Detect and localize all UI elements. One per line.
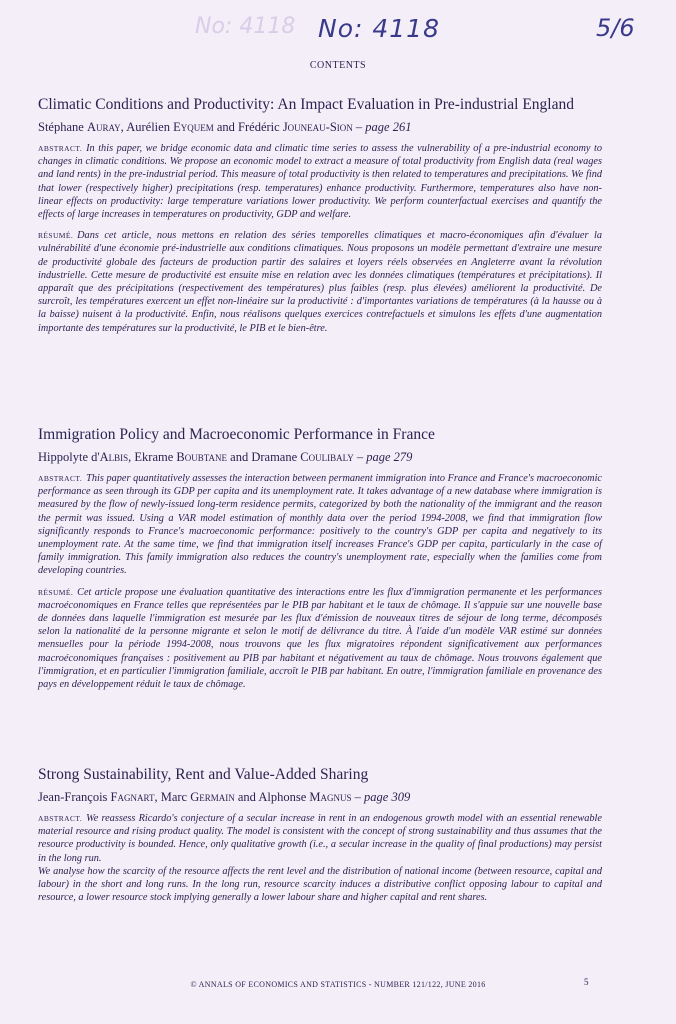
abstract-text: We reassess Ricardo's conjecture of a secular increase in rent in an endogenous growth model with an essential renewable material resource and rising product quality. The model is consistent with the concept of strong sustainability and thus assumes that the resource productivity is bounded. Hence, only qualitative growth (i.e., a secular increase in the quality of final productions) may persist in the long run.: [38, 813, 602, 864]
page-number: 5: [584, 977, 589, 987]
author-first: Frédéric: [238, 120, 280, 134]
abstract-tag: ABSTRACT.: [38, 474, 83, 483]
article-title: Strong Sustainability, Rent and Value-Added Sharing: [38, 766, 369, 783]
resume-text: Dans cet article, nous mettons en relation des séries temporelles climatiques et macro-économiques afin d'évaluer la vulnérabilité d'une économie pré-industrielle aux conditions climatiques. Nous proposons un modèle permettant d'extraire une mesure de productivité globale des facteurs de production partir des salaires et loyers réels observées en Angleterre avant la révolution industrielle. Cette mesure de productivité est ensuite mise en relation avec les données climatiques (températures et précipitations). Il apparaît que des précipitations (respectivement des températures) plus faibles (resp. plus élevées) améliorent la productivité. De surcroît, les températures exercent un effet non-linéaire sur la productivité : d'importantes variations de températures (à la hausse ou à la baisse) nuisent à la productivité. Enfin, nous réalisons quelques exercices contrefactuels et simulons les effets d'une augmentation importante des températures sur la productivité, le PIB et le bien-être.: [38, 230, 602, 334]
abstract-tag: ABSTRACT.: [38, 144, 83, 153]
author-first: Stéphane: [38, 120, 84, 134]
resume-tag: RÉSUMÉ.: [38, 587, 74, 597]
author-last: Germain: [190, 790, 235, 804]
author-last: Fagnart: [110, 790, 155, 804]
author-first: Dramane: [251, 450, 298, 464]
article-title: Immigration Policy and Macroeconomic Performance in France: [38, 426, 435, 443]
author-first: Aurélien: [126, 120, 170, 134]
contents-heading: CONTENTS: [309, 60, 367, 71]
author-last: Eyquem: [173, 120, 214, 134]
author-first: Marc: [160, 790, 188, 804]
article-title: Climatic Conditions and Productivity: An Impact Evaluation in Pre-industrial England: [38, 96, 574, 113]
author-last: Magnus: [309, 790, 352, 804]
resume-tag: RÉSUMÉ.: [38, 231, 74, 241]
abstract-continued: We analyse how the scarcity of the resource affects the rent level and the distribution of national income (between resource, capital and labour) in the short and long runs. In the long run, resource scarcity induces a distributive conflict opposing labour to capital and resource, a lower resource stock implying generally a lower labour share and higher capital and rent shares.: [38, 865, 602, 904]
footer-copyright: © ANNALS OF ECONOMICS AND STATISTICS - NUMBER 121/122, JUNE 2016: [190, 980, 486, 989]
handwritten-number: No: 4118: [318, 14, 440, 43]
article-3: [38, 766, 602, 912]
abstract: [38, 472, 602, 578]
abstract-text: In this paper, we bridge economic data and climatic time series to assess the vulnerability of a pre-industrial economy to changes in climatic conditions. We propose an economic model to extract a measure of total productivity from English data (real wages and land rents) in the pre-industrial period. This measure of total productivity is then related to temperatures and precipitations. We find that lower (respectively higher) precipitations (resp. temperatures) enhance productivity. Furthermore, temperatures also have non-linear effects on productivity: large temperature variations lower productivity. We perform counterfactual exercises and quantify the effects of large increases in temperatures on productivity, GDP and welfare.: [38, 143, 602, 221]
article-1: [38, 96, 602, 343]
author-last: Coulibaly: [300, 450, 354, 464]
article-authors: Hippolyte d'Albis, Ekrame Boubtane and Dramane Coulibaly – page 279: [38, 450, 413, 464]
article-2: [38, 426, 602, 699]
abstract-text: This paper quantitatively assesses the interaction between permanent immigration into France and France's macroeconomic performance as seen through its GDP per capita and its unemployment rate. It takes advantage of a new database where immigration is measured by the flow of newly-issued long-term residence permits, categorized by both the nationality of the immigrant and the reason the permit was issued. Using a VAR model estimation of monthly data over the period 1994-2008, we find that immigration flow significantly responds to France's macroeconomic performance: positively to the country's GDP per capita and negatively to its unemployment rate. At the same time, we find that immigration itself increases France's GDP per capita, particularly in the case of family immigration. This family immigration also reduces the country's unemployment rate, especially when the families come from developing countries.: [38, 473, 602, 577]
author-last: Auray: [86, 120, 121, 134]
faint-handwriting: No: 4118: [195, 14, 296, 39]
handwritten-fraction: 5/6: [596, 14, 635, 42]
page-reference: – page 309: [354, 790, 411, 804]
article-authors: Jean-François Fagnart, Marc Germain and Alphonse Magnus – page 309: [38, 790, 411, 804]
resume: [38, 586, 602, 692]
page-reference: – page 261: [355, 120, 412, 134]
resume-text: Cet article propose une évaluation quantitative des interactions entre les flux d'immigration permanente et les performances macroéconomiques en France telles que représentées par le PIB par habitant et le taux de chômage. Il s'appuie sur une nouvelle base de données dans laquelle l'immigration est mesurée par les flux d'émission de nouveaux titres de séjour de long terme, décomposés selon la nationalité de la personne migrante et selon le motif de délivrance du titre. À l'aide d'un modèle VAR estimé sur données mensuelles pour la période 1994-2008, nous trouvons que les flux migratoires répondent significativement aux performances macroéconomiques françaises : positivement au PIB par habitant et négativement au taux de chômage. Nous trouvons également que l'immigration, et en particulier l'immigration familiale, accroît le PIB par habitant. En outre, l'immigration familiale en provenance des pays en développement réduit le taux de chômage.: [38, 586, 602, 691]
author-last: Jouneau-Sion: [282, 120, 353, 134]
author-first: Jean-François: [38, 790, 108, 804]
author-first: Ekrame: [134, 450, 174, 464]
article-authors: Stéphane Auray, Aurélien Eyquem and Frédéric Jouneau-Sion – page 261: [38, 120, 412, 134]
page-reference: – page 279: [356, 450, 413, 464]
author-last: Boubtane: [176, 450, 228, 464]
author-first: Hippolyte d': [38, 450, 100, 464]
abstract: [38, 812, 602, 865]
author-last: Albis: [99, 450, 129, 464]
abstract: [38, 142, 602, 221]
resume: [38, 229, 602, 335]
author-first: Alphonse: [258, 790, 307, 804]
abstract-tag: ABSTRACT.: [38, 814, 83, 823]
